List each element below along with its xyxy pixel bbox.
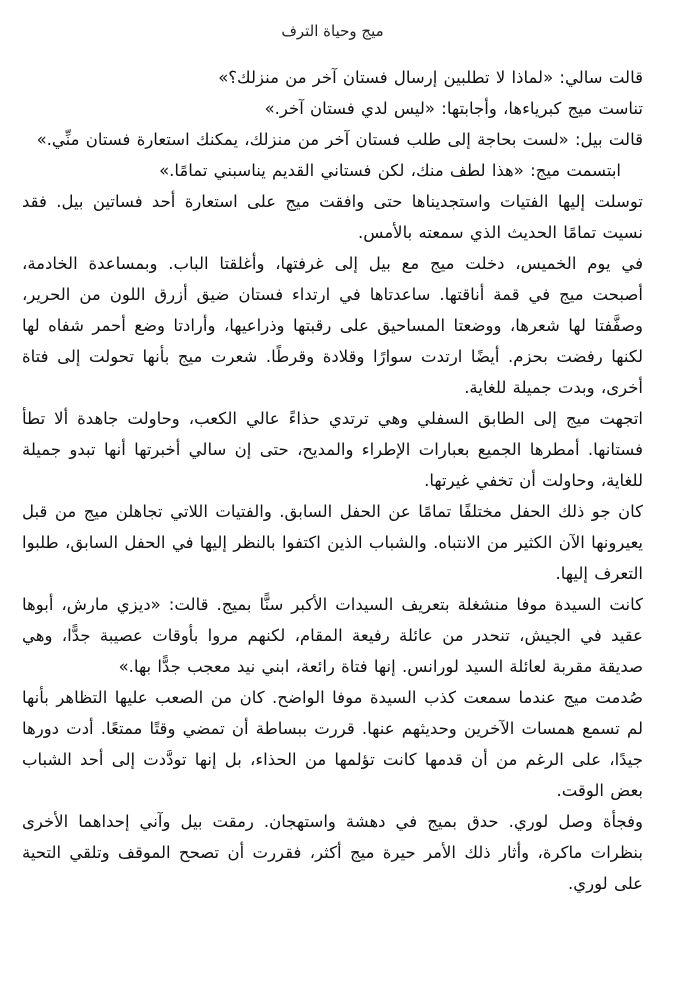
paragraph: ابتسمت ميج: «هذا لطف منك، لكن فستاني القديم يناسبني تمامًا.»: [159, 161, 621, 180]
paragraph: اتجهت ميج إلى الطابق السفلي وهي ترتدي حذاءً عالي الكعب، وحاولت جاهدة ألا تطأ فستانها. أمطرها الجميع بعبارات الإطراء والمديح، حتى إن سالي أخبرتها أنها تبدو جميلة للغاية، وحاولت أن تخفي غيرتها.: [22, 409, 643, 490]
paragraph: وفجأة وصل لوري. حدق بميج في دهشة واستهجان. رمقت بيل وآني إحداهما الأخرى بنظرات ماكرة، وأثار ذلك الأمر حيرة ميج أكثر، فقررت أن تصحح الموقف وتلقي التحية على لوري.: [22, 812, 643, 893]
paragraph: قالت سالي: «لماذا لا تطلبين إرسال فستان آخر من منزلك؟»: [218, 68, 643, 87]
paragraph: قالت بيل: «لست بحاجة إلى طلب فستان آخر من منزلك، يمكنك استعارة فستان منِّي.»: [36, 130, 643, 149]
paragraph: في يوم الخميس، دخلت ميج مع بيل إلى غرفتها، وأغلقتا الباب. وبمساعدة الخادمة، أصبحت ميج في قمة أناقتها. ساعدتاها في ارتداء فستان ضيق أزرق اللون من الحرير، وصفَّفتا لها شعرها، ووضعتا المساحيق على رقبتها وذراعيها، وأرادتا وضع أحمر شفاه لها لكنها رفضت بحزم. أيضًا ارتدت سوارًا وقلادة وقرطًا. شعرت ميج بأنها تحولت إلى فتاة أخرى، وبدت جميلة للغاية.: [22, 254, 643, 397]
paragraph: كان جو ذلك الحفل مختلفًا تمامًا عن الحفل السابق. والفتيات اللاتي تجاهلن ميج من قبل يعيرونها الآن الكثير من الانتباه. والشباب الذين اكتفوا بالنظر إليها في الحفل السابق، طلبوا التعرف إليها.: [22, 502, 643, 583]
body-text: [22, 62, 643, 899]
paragraph: كانت السيدة موفا منشغلة بتعريف السيدات الأكبر سنًّا بميج. قالت: «ديزي مارش، أبوها عقيد في الجيش، تنحدر من عائلة رفيعة المقام، لكنهم مروا بأوقات عصيبة جدًّا، وهي صديقة مقربة لعائلة السيد لورانس. إنها فتاة رائعة، ابني نيد معجب جدًّا بها.»: [22, 595, 643, 676]
running-head-title: ميج وحياة الترف: [281, 22, 384, 40]
paragraph: توسلت إليها الفتيات واستجديناها حتى وافقت ميج على استعارة أحد فساتين بيل. فقد نسيت تمامًا الحديث الذي سمعته بالأمس.: [22, 192, 643, 242]
paragraph: تناست ميج كبرياءها، وأجابتها: «ليس لدي فستان آخر.»: [264, 99, 643, 118]
paragraph: صُدمت ميج عندما سمعت كذب السيدة موفا الواضح. كان من الصعب عليها التظاهر بأنها لم تسمع همسات الآخرين وحديثهم عنها. قررت ببساطة أن تمضي وقتًا ممتعًا. أدت دورها جيدًا، على الرغم من أن قدمها كانت تؤلمها من الحذاء، بل إنها تودَّدت إلى أحد الشباب بعض الوقت.: [22, 688, 643, 800]
